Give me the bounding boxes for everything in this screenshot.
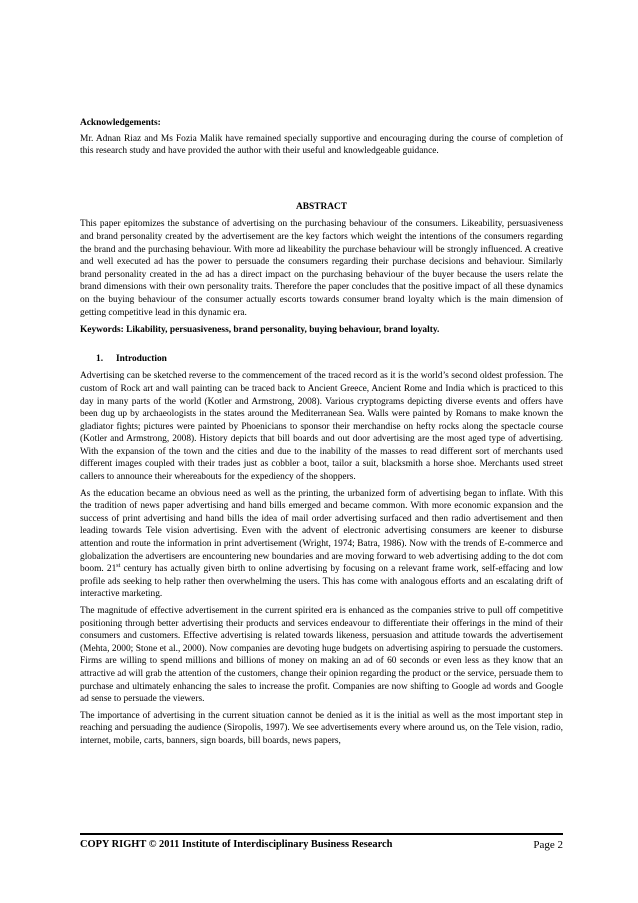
- section-number: 1.: [96, 353, 104, 364]
- intro-paragraph-1: Advertising can be sketched reverse to the commencement of the traced record as it is the world’s second oldest profession. The custom of Rock art and wall painting can be traced back to Ancient Greece, Ancient Rome and India which is practiced to this day in many parts of the world (Kotler and Armstrong, 2008). Various cryptograms depicting diverse events and offers have been dug up by archaeologists in the states around the Mediterranean Sea. Walls were painted by Romans to make known the gladiator fights; pictures were painted by Phoenicians to sponsor their merchandise on hefty rocks along the spectacle course (Kotler and Armstrong, 2008). History depicts that bill boards and out door advertising are the most aged type of advertising. With the expansion of the town and the cities and due to the inability of the masses to read different sort of merchants used different images coupled with their trades just as cobbler a boot, tailor a suit, blacksmith a horse shoe. Merchants used street callers to announce their whereabouts for the expediency of the shoppers.: [80, 371, 563, 483]
- footer-copyright: COPY RIGHT © 2011 Institute of Interdisciplinary Business Research: [80, 839, 393, 850]
- intro-paragraph-2-part-b: century has actually given birth to online advertising by focusing on a relevant frame work, self-effacing and low profile ads seeking to help rather then overwhelming the users. This has come with analogous efforts and an escalating drift of interactive marketing.: [80, 564, 563, 600]
- page-footer: [80, 839, 563, 853]
- intro-paragraph-3: The magnitude of effective advertisement in the current spirited era is enhanced as the companies strive to pull off competitive positioning through better advertising their products and services endeavour to differentiate their offerings in the mind of their consumers and customers. Effective advertising is related towards likeness, persuasion and attitude towards the advertisement (Mehta, 2000; Stone et al., 2000). Now companies are devoting huge budgets on advertising aspiring to persuade the customers. Firms are willing to spend millions and billions of money on making an ad of 60 seconds or even less as they know that an attractive ad will grab the attention of the customers, change their opinion regarding the product or the service, persuade them to purchase and ultimately enhancing the sales to increase the profit. Companies are now shifting to Google ad words and Google ad sense to persuade the viewers.: [80, 606, 563, 705]
- ordinal-superscript: st: [116, 563, 121, 570]
- intro-paragraph-2: [80, 488, 563, 601]
- keywords: Keywords: Likability, persuasiveness, brand personality, buying behaviour, brand loyalty.: [80, 325, 440, 336]
- footer-page-number: Page 2: [533, 839, 563, 851]
- abstract-body: This paper epitomizes the substance of advertising on the purchasing behaviour of the consumers. Likeability, persuasiveness and brand personality created by the advertisement are the key factors which weight the intentions of the consumers regarding the brand and the purchasing behaviour. With more ad likeability the purchase behaviour will be strongly influenced. A creative and well executed ad has the power to persuade the consumers regarding their purchase decisions and behaviour. Similarly brand personality created in the ad has a direct impact on the purchasing behaviour of the buyer because the users relate the brand dimensions with their own personality traits. Therefore the paper concludes that the positive impact of all these dynamics on the buying behaviour of the consumer actually escorts towards consumer brand loyalty which is the main dimension of getting competitive lead in this dynamic era.: [80, 219, 563, 318]
- section-title: Introduction: [116, 353, 167, 364]
- section-heading-introduction: [80, 353, 563, 366]
- page-content: [80, 117, 563, 748]
- abstract-title: ABSTRACT: [295, 201, 348, 212]
- acknowledgements-heading: Acknowledgements:: [80, 118, 161, 128]
- acknowledgements-body: Mr. Adnan Riaz and Ms Fozia Malik have remained specially supportive and encouraging during the course of completion of this research study and have provided the author with their useful and knowledgeable guidance.: [80, 133, 563, 157]
- intro-paragraph-2-part-a: As the education became an obvious need as well as the printing, the urbanized form of advertising began to inflate. With this the tradition of news paper advertising and hand bills emerged and became common. With more economic expansion and the success of print advertising and hand bills the idea of mail order advertising surfaced and then radio advertisement and then leading towards Tele vision advertising. Even with the advent of electronic advertising consumers are keener to disburse attention and route the information in print advertisement (Wright, 1974; Batra, 1986). Now with the trends of E-commerce and globalization the advertisers are encountering new boundaries and are moving forward to web advertising adding to the dot com boom. 21: [80, 488, 563, 575]
- intro-paragraph-4: The importance of advertising in the current situation cannot be denied as it is the initial as well as the most important step in reaching and persuading the audience (Siropolis, 1997). We see advertisements every where around us, on the Tele vision, radio, internet, mobile, carts, banners, sign boards, bill boards, news papers,: [80, 710, 563, 746]
- footer-divider: [80, 833, 563, 835]
